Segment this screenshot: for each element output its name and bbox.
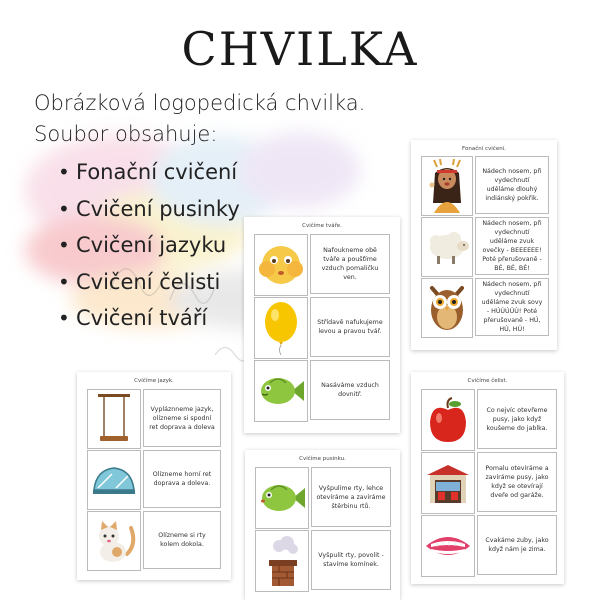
teeth-mouth-icon (424, 531, 472, 561)
card-text: Co nejvíc otevřeme pusy, jako když koušeme do jablka. (477, 389, 557, 449)
card-image (254, 360, 308, 422)
contents-item: • Cvičení čelisti (58, 264, 240, 301)
card-text: Vypláznneme jazyk, olízneme si spodní ret doprava a doleva (143, 389, 221, 447)
contents-item: • Cvičení jazyku (58, 227, 240, 264)
card-image (421, 452, 475, 514)
card (421, 278, 549, 338)
card-text: Olízneme horní ret doprava a doleva. (143, 450, 221, 508)
card-image (421, 389, 475, 451)
card-image (421, 515, 475, 577)
intro-line-1: Obrázková logopedická chvilka. (34, 91, 366, 115)
sheet-pusinku (245, 450, 400, 600)
card-text: Vyšpulíme rty, lehce otevíráme a zavíráme štěrbinu rtů. (311, 467, 391, 527)
card-image (421, 217, 473, 277)
chimney-icon (259, 534, 305, 588)
indian-girl-icon (424, 159, 470, 213)
card (87, 389, 221, 449)
fish-icon (257, 478, 307, 518)
card-image (255, 530, 309, 592)
contents-list (58, 154, 240, 337)
sheet-fonacni (411, 140, 557, 350)
sheet-title: Cvičíme tváře. (302, 223, 342, 229)
puffed-cheeks-emoji-icon (257, 241, 305, 289)
card (87, 511, 221, 571)
car-windshield-icon (90, 462, 138, 498)
balloon-icon (261, 300, 301, 356)
card (255, 530, 391, 592)
card (254, 234, 390, 296)
card-text: Cvakáme zuby, jako když nám je zima. (477, 515, 557, 575)
card (87, 450, 221, 510)
intro-text (34, 88, 365, 150)
card-text: Nádech nosem, při vydechnutí uděláme zvuk ovečky - BEEEEEE! Poté přerušovaně - BÉ, BÉ, BÉ! (475, 217, 549, 275)
card (255, 467, 391, 529)
contents-item: • Cvičení pusinky (58, 191, 240, 228)
card-text: Nádech nosem, při vydechnutí uděláme dlouhý indiánský pokřik. (475, 156, 549, 214)
card-text: Pomalu otevíráme a zavíráme pusy, jako když se otevírají dveře od garáže. (477, 452, 557, 512)
sheet-title: Cvičíme čelist. (467, 378, 508, 384)
sheet-title: Fonační cvičení. (462, 146, 506, 152)
sheep-icon (424, 227, 470, 267)
card (421, 389, 557, 451)
sheet-tvare (244, 217, 400, 433)
sheet-title: Cvičíme jazyk. (134, 378, 174, 384)
sheet-jazyk (77, 372, 231, 580)
contents-item: • Fonační cvičení (58, 154, 240, 191)
card (421, 515, 557, 577)
swing-icon (92, 392, 136, 446)
card (254, 297, 390, 359)
apple-icon (427, 396, 469, 444)
card-text: Nádech nosem, při vydechnutí uděláme zvuk sovy - HÚÚÚÚÚ! Poté přerušovaně - HÚ, HÚ, HÚ! (475, 278, 549, 336)
cat-icon (91, 516, 137, 566)
card (421, 217, 549, 277)
garage-icon (425, 461, 471, 505)
card-image (87, 511, 141, 571)
intro-line-2: Soubor obsahuje: (34, 122, 218, 146)
card-text: Střídavě nafukujeme levou a pravou tvář. (310, 297, 390, 357)
card-image (87, 389, 141, 449)
card-text: Nafoukneme obě tváře a poušťíme vzduch pomaličku ven. (310, 234, 390, 294)
contents-item: • Cvičení tváří (58, 300, 240, 337)
page-title: CHVILKA (181, 22, 419, 76)
card (421, 452, 557, 514)
card-text: Vyšpulit rty, povolit - stavíme komínek. (311, 530, 391, 590)
card-image (421, 156, 473, 216)
fish-icon (256, 371, 306, 411)
card-image (255, 467, 309, 529)
card-image (421, 278, 473, 338)
card-image (254, 297, 308, 359)
card-image (254, 234, 308, 296)
card-text: Olízneme si rty kolem dokola. (143, 511, 221, 569)
card (421, 156, 549, 216)
card-image (87, 450, 141, 510)
card-text: Nasáváme vzduch dovnitř. (310, 360, 390, 420)
sheet-celist (411, 372, 564, 584)
card (254, 360, 390, 422)
sheet-title: Cvičíme pusinku. (299, 456, 346, 462)
owl-icon (424, 282, 470, 334)
